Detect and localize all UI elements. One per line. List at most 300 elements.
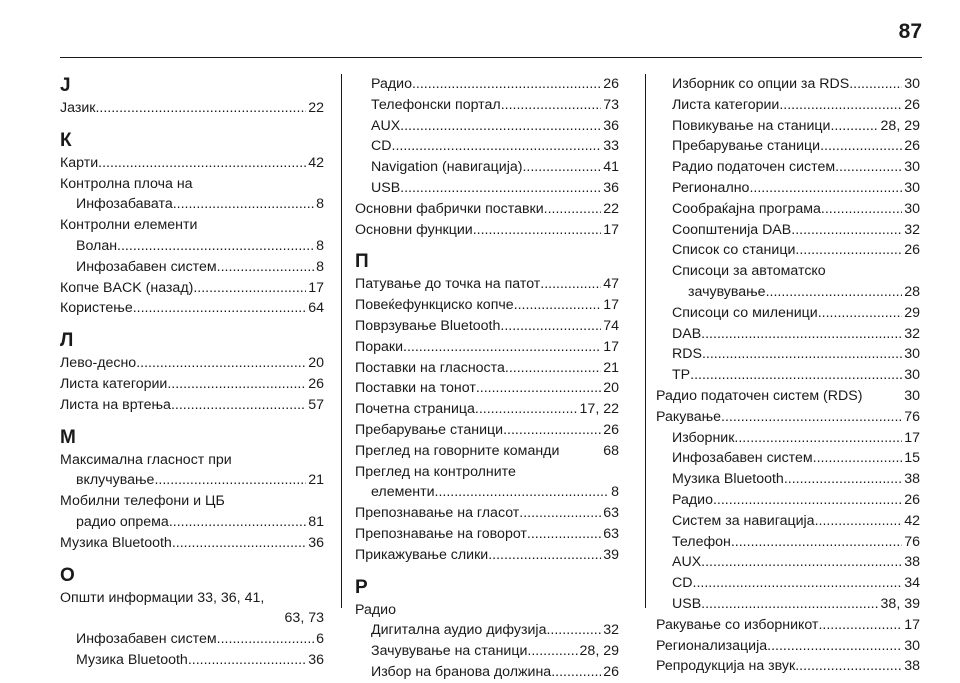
- index-entry-line: [355, 116, 619, 137]
- index-entry-text: AUX: [371, 117, 401, 134]
- index-entry-text: Прикажување слики: [355, 546, 489, 563]
- index-page-refs: 38: [904, 554, 920, 571]
- index-subentry: [355, 116, 619, 137]
- index-subentry: [355, 95, 619, 116]
- index-letter-heading: Л: [60, 330, 74, 352]
- index-entry-text: Пораки: [355, 338, 404, 355]
- index-page-refs: 74: [603, 317, 619, 334]
- index-entry-text: Инфозабавен систем: [76, 258, 217, 275]
- leader-dots: [400, 116, 601, 137]
- index-page-refs: 39: [603, 546, 619, 563]
- index-entry-line: [355, 620, 619, 641]
- index-entry-line: [656, 303, 920, 324]
- index-entry-text: Музика Bluetooth: [60, 534, 172, 551]
- index-entry: [355, 337, 619, 358]
- index-entry-text: Почетна страница: [355, 401, 475, 418]
- index-page-refs: 36: [603, 179, 619, 196]
- leader-dots: [217, 257, 314, 278]
- index-subentry: [355, 74, 619, 95]
- index-page-refs: 32: [904, 221, 920, 238]
- leader-dots: [815, 511, 903, 532]
- index-subentry: [60, 629, 324, 650]
- index-entry-text: Основни функции: [355, 221, 473, 238]
- index-entry-line: [355, 95, 619, 116]
- index-letter-heading: J: [60, 75, 71, 96]
- index-page-refs: 36: [308, 651, 324, 668]
- leader-dots: [766, 282, 903, 303]
- index-entry-text: Репродукција на звук: [656, 658, 796, 675]
- leader-dots: [791, 220, 902, 241]
- index-entry-line: [355, 274, 619, 295]
- leader-dots: [519, 503, 601, 524]
- index-entry-text: Листа категории: [60, 375, 168, 392]
- index-letter-heading: П: [355, 251, 369, 273]
- index-page-refs: 32: [603, 622, 619, 639]
- index-page-refs: 22: [308, 100, 324, 116]
- index-page-refs: 30: [904, 367, 920, 384]
- index-entry: [355, 399, 619, 420]
- index-subentry: [656, 365, 920, 386]
- leader-dots: [98, 153, 306, 174]
- column-divider-1: [341, 74, 342, 608]
- index-entry-line: [355, 295, 619, 316]
- index-entry-line: [656, 74, 920, 95]
- index-page-refs: 26: [603, 76, 619, 92]
- index-page-refs: 26: [603, 663, 619, 680]
- index-subentry: [656, 532, 920, 553]
- index-entry-text: Пребарување станици: [355, 421, 504, 438]
- index-entry: [60, 450, 324, 492]
- leader-dots: [514, 295, 602, 316]
- index-subentry: [60, 650, 324, 671]
- leader-dots: [133, 298, 307, 319]
- index-entry: [355, 295, 619, 316]
- leader-dots: [217, 629, 314, 650]
- index-page-refs: 73: [603, 96, 619, 113]
- index-entry-text: Основни фабрички поставки: [355, 200, 544, 217]
- index-page-refs: 17: [904, 429, 920, 446]
- index-entry-text: Мобилни телефони и ЦБ: [60, 493, 225, 510]
- index-entry: [355, 600, 619, 621]
- index-subentry: [656, 136, 920, 157]
- index-entry-line: [355, 378, 619, 399]
- index-entry-text: Дигитална аудио дифузија: [371, 622, 547, 639]
- index-subentry: [656, 552, 920, 573]
- leader-dots: [546, 620, 601, 641]
- index-entry-text: Лево-десно: [60, 355, 137, 372]
- index-entry-line: [656, 95, 920, 116]
- index-entry-line: [60, 650, 324, 671]
- leader-dots: [734, 428, 902, 449]
- index-entry: [60, 353, 324, 374]
- index-entry: [355, 378, 619, 399]
- leader-dots: [701, 594, 878, 615]
- index-entry-text: Радио податочен систем: [672, 159, 836, 176]
- leader-dots: [693, 573, 903, 594]
- index-entry-line: [355, 441, 619, 462]
- index-entry-text: Регионално: [672, 179, 750, 196]
- index-page-refs: 38: [904, 658, 920, 675]
- index-page-refs: 26: [603, 421, 619, 438]
- index-entry: [60, 153, 324, 174]
- index-subentry: [656, 74, 920, 95]
- index-subentry: [656, 511, 920, 532]
- index-entry-line: [656, 448, 920, 469]
- index-entry: [355, 441, 619, 462]
- index-entry-text: Инфозабавен систем: [76, 631, 217, 648]
- leader-dots: [721, 407, 902, 428]
- page-number: 87: [898, 20, 922, 43]
- index-entry: [656, 407, 920, 428]
- index-entry-line: [656, 532, 920, 553]
- index-entry-line: [355, 420, 619, 441]
- index-entry-line: [355, 157, 619, 178]
- index-entry-text: Избор на бранова должина: [371, 663, 552, 680]
- index-column-2: [355, 74, 619, 683]
- index-entry-text: Користење: [60, 300, 133, 317]
- index-entry: [60, 278, 324, 299]
- index-subentry: [656, 428, 920, 449]
- index-entry-text: Волан: [76, 237, 118, 254]
- index-page-refs: 30: [904, 387, 920, 404]
- index-entry-text: Преглед на контролните: [355, 463, 516, 480]
- leader-dots: [779, 95, 902, 116]
- index-entry-line: [355, 220, 619, 241]
- index-entry-line: [355, 74, 619, 95]
- index-page-refs: 30: [904, 179, 920, 196]
- leader-dots: [527, 524, 601, 545]
- index-entry-line: [656, 469, 920, 490]
- leader-dots: [702, 344, 902, 365]
- leader-dots: [813, 448, 903, 469]
- index-letter-heading: О: [60, 564, 75, 586]
- leader-dots: [473, 220, 602, 241]
- index-entry-text: Телефонски портал: [371, 96, 501, 113]
- index-page-refs: 26: [904, 491, 920, 508]
- index-entry-line: [656, 157, 920, 178]
- index-subentry: [656, 95, 920, 116]
- index-entry-line: [60, 374, 324, 395]
- index-entry-line: [355, 136, 619, 157]
- index-subentry: [656, 303, 920, 324]
- index-page-refs: 26: [308, 375, 324, 392]
- index-entry-line: [656, 656, 920, 677]
- index-entry-line: [656, 282, 920, 303]
- index-page-refs: 36: [308, 534, 324, 551]
- index-entry: [60, 491, 324, 533]
- index-page-refs: 29: [904, 304, 920, 321]
- index-page-refs: 64: [308, 300, 324, 317]
- index-entry-text: Листа на вртења: [60, 396, 171, 413]
- leader-dots: [501, 95, 602, 116]
- index-letter-heading: М: [60, 426, 76, 448]
- leader-dots: [795, 240, 902, 261]
- leader-dots: [505, 358, 601, 379]
- index-page-refs: 63: [603, 525, 619, 542]
- index-entry-line: [656, 220, 920, 241]
- leader-dots: [713, 490, 902, 511]
- leader-dots: [476, 378, 601, 399]
- index-page-refs: 76: [904, 533, 920, 550]
- index-entry-text: DAB: [672, 325, 702, 342]
- index-page-refs: 38: [904, 471, 920, 488]
- index-page-refs: 68: [603, 442, 619, 459]
- index-page-refs: 36: [603, 117, 619, 134]
- index-entry: [656, 386, 920, 407]
- index-entry-text: Изборник: [672, 429, 735, 446]
- index-entry-line: [355, 199, 619, 220]
- index-entry-text: радио опрема: [76, 513, 169, 530]
- index-page-refs: 30: [904, 346, 920, 363]
- index-entry-text: Препознавање на гласот: [355, 505, 520, 522]
- index-entry: [355, 503, 619, 524]
- index-entry-text: USB: [371, 179, 401, 196]
- leader-dots: [820, 136, 902, 157]
- index-entry-line: [355, 662, 619, 683]
- index-entry-text: Списоци со миленици: [672, 304, 818, 321]
- index-page-refs: 21: [308, 472, 324, 489]
- index-entry-line: [355, 337, 619, 358]
- leader-dots: [435, 482, 610, 503]
- index-entry-line: [60, 215, 324, 236]
- header-rule: [60, 57, 922, 58]
- index-entry: [355, 545, 619, 566]
- index-entry-text: Регионализација: [656, 637, 768, 654]
- index-letter-heading: Р: [355, 576, 368, 598]
- index-entry-text: Музика Bluetooth: [76, 651, 188, 668]
- index-entry-text: Максимална гласност при: [60, 451, 232, 468]
- index-subentry: [656, 469, 920, 490]
- leader-dots: [690, 365, 902, 386]
- index-page-refs: 8: [316, 196, 324, 213]
- index-entry-line: [656, 428, 920, 449]
- index-entry-text: Систем за навигација: [672, 512, 815, 529]
- index-page-refs: 26: [904, 138, 920, 155]
- leader-dots: [818, 615, 902, 636]
- index-page-refs: 30: [904, 200, 920, 217]
- index-entry-text: Ракување: [656, 408, 722, 425]
- index-entry: [60, 374, 324, 395]
- leader-dots: [403, 337, 601, 358]
- index-entry-line: [355, 524, 619, 545]
- index-page-refs: 6: [316, 631, 324, 648]
- index-page-refs: 28, 29: [579, 643, 619, 660]
- index-entry-text: Списоци за автоматско: [672, 263, 826, 280]
- index-entry-line: [60, 588, 324, 609]
- leader-dots: [188, 650, 306, 671]
- leader-dots: [169, 512, 306, 533]
- index-entry-text: Navigation (навигација): [371, 159, 523, 176]
- index-entry-line: [656, 636, 920, 657]
- index-entry-text: Јазик: [60, 100, 96, 116]
- index-page-refs: 63, 73: [284, 610, 324, 627]
- index-subentry: [656, 448, 920, 469]
- index-entry-line: [60, 353, 324, 374]
- index-entry-text: Контролни елементи: [60, 217, 198, 234]
- leader-dots: [193, 278, 306, 299]
- index-entry-line: [60, 153, 324, 174]
- leader-dots: [701, 324, 902, 345]
- index-entry-text: Радио податочен систем (RDS): [656, 387, 863, 404]
- index-entry: [656, 615, 920, 636]
- index-subentry: [355, 641, 619, 662]
- leader-dots: [172, 533, 306, 554]
- index-entry-line: [656, 511, 920, 532]
- index-entry-text: Поврзување Bluetooth: [355, 317, 501, 334]
- index-entry-text: Радио: [371, 76, 412, 92]
- index-entry-text: Пребарување станици: [672, 138, 821, 155]
- index-entry-text: Копче BACK (назад): [60, 279, 194, 296]
- index-subentry: [656, 324, 920, 345]
- index-entry-text: Музика Bluetooth: [672, 471, 784, 488]
- index-entry-line: [656, 490, 920, 511]
- index-entry-line: [656, 324, 920, 345]
- index-entry: [60, 174, 324, 216]
- index-entry-text: USB: [672, 595, 702, 612]
- leader-dots: [503, 420, 601, 441]
- index-entry-text: Список со станици: [672, 242, 796, 259]
- index-entry-line: [60, 470, 324, 491]
- index-entry-text: зачувување: [688, 283, 766, 300]
- index-entry-text: RDS: [672, 346, 702, 363]
- leader-dots: [117, 236, 314, 257]
- index-letter-heading: К: [60, 129, 72, 151]
- leader-dots: [795, 656, 902, 677]
- index-page-refs: 20: [308, 355, 324, 372]
- index-entry-line: [656, 240, 920, 261]
- index-page-refs: 20: [603, 380, 619, 397]
- index-page-refs: 22: [603, 200, 619, 217]
- index-entry-line: [656, 116, 920, 137]
- index-entry-text: TP: [672, 367, 691, 384]
- index-subentry: [656, 594, 920, 615]
- index-subentry: [656, 573, 920, 594]
- index-page-refs: 76: [904, 408, 920, 425]
- index-page-refs: 17: [308, 279, 324, 296]
- index-subentry: [656, 261, 920, 303]
- index-entry: [355, 220, 619, 241]
- index-page-refs: 28: [904, 283, 920, 300]
- index-entry-line: [656, 344, 920, 365]
- index-entry: [355, 358, 619, 379]
- index-page-refs: 30: [904, 76, 920, 92]
- index-entry: [60, 533, 324, 554]
- index-entry: [60, 98, 324, 119]
- index-column-3: [656, 74, 920, 677]
- index-entry-line: [656, 615, 920, 636]
- index-entry-line: [656, 136, 920, 157]
- index-page-refs: 17: [603, 297, 619, 314]
- leader-dots: [154, 470, 306, 491]
- index-entry-line: [355, 545, 619, 566]
- index-entry-text: Патување до точка на патот: [355, 276, 541, 293]
- index-entry-text: Соопштенија DAB: [672, 221, 792, 238]
- index-entry-text: CD: [672, 575, 693, 592]
- column-divider-2: [645, 74, 646, 608]
- index-entry-line: [656, 407, 920, 428]
- index-entry-text: Радио: [355, 601, 396, 618]
- index-entry-text: Инфозабавата: [76, 196, 173, 213]
- index-entry-text: Контролна плоча на: [60, 175, 193, 192]
- index-entry-text: Препознавање на говорот: [355, 525, 527, 542]
- index-entry-line: [656, 386, 920, 407]
- index-entry: [355, 524, 619, 545]
- index-entry-text: CD: [371, 138, 392, 155]
- index-entry-text: Радио: [672, 491, 713, 508]
- index-entry-line: [355, 399, 619, 420]
- index-entry: [355, 199, 619, 220]
- index-page-refs: 42: [904, 512, 920, 529]
- index-entry-line: [60, 194, 324, 215]
- index-entry: [355, 274, 619, 295]
- index-entry: [60, 588, 324, 609]
- index-page-refs: 32: [904, 325, 920, 342]
- index-page-refs: 8: [611, 484, 619, 501]
- index-page-refs: 15: [904, 450, 920, 467]
- index-entry: [355, 420, 619, 441]
- index-entry: [355, 462, 619, 504]
- index-entry-line: [60, 512, 324, 533]
- index-entry-text: вклучување: [76, 472, 155, 489]
- index-entry-text: Сообраќајна програма: [672, 200, 821, 217]
- index-page-refs: 17: [904, 616, 920, 633]
- index-page-refs: 17: [603, 338, 619, 355]
- index-page-refs: 41: [603, 159, 619, 176]
- leader-dots: [167, 374, 306, 395]
- leader-dots: [527, 641, 577, 662]
- leader-dots: [488, 545, 601, 566]
- leader-dots: [500, 316, 601, 337]
- index-page-refs: 26: [904, 242, 920, 259]
- index-subentry: [656, 178, 920, 199]
- index-page-refs: 17: [603, 221, 619, 238]
- leader-dots: [136, 353, 306, 374]
- index-entry-text: Преглед на говорните команди: [355, 442, 560, 459]
- index-subentry: [355, 157, 619, 178]
- index-page-refs: 34: [904, 575, 920, 592]
- leader-dots: [784, 469, 902, 490]
- index-subentry: [355, 662, 619, 683]
- index-page-refs: 8: [316, 258, 324, 275]
- index-entry-line: [60, 298, 324, 319]
- index-subentry: [656, 116, 920, 137]
- index-page-refs: 17, 22: [579, 401, 619, 418]
- leader-dots: [749, 178, 902, 199]
- index-entry: [60, 298, 324, 319]
- index-subentry: [355, 178, 619, 199]
- index-entry-text: Инфозабавен систем: [672, 450, 813, 467]
- leader-dots: [173, 194, 314, 215]
- index-page-refs: 26: [904, 96, 920, 113]
- index-page-refs: 8: [316, 237, 324, 254]
- index-subentry: [656, 199, 920, 220]
- leader-dots: [475, 399, 578, 420]
- index-subentry: [60, 236, 324, 257]
- index-entry: [656, 636, 920, 657]
- leader-dots: [544, 199, 602, 220]
- index-page-refs: 63: [603, 505, 619, 522]
- leader-dots: [522, 157, 601, 178]
- index-page-refs: 38, 39: [880, 595, 920, 612]
- index-entry-line: [656, 594, 920, 615]
- leader-dots: [171, 395, 306, 416]
- index-entry: [60, 215, 324, 236]
- index-entry: [355, 316, 619, 337]
- leader-dots: [821, 199, 902, 220]
- index-entry-text: Листа категории: [672, 96, 780, 113]
- index-entry-text: Повеќефункциско копче: [355, 297, 514, 314]
- index-page-refs: 81: [308, 513, 324, 530]
